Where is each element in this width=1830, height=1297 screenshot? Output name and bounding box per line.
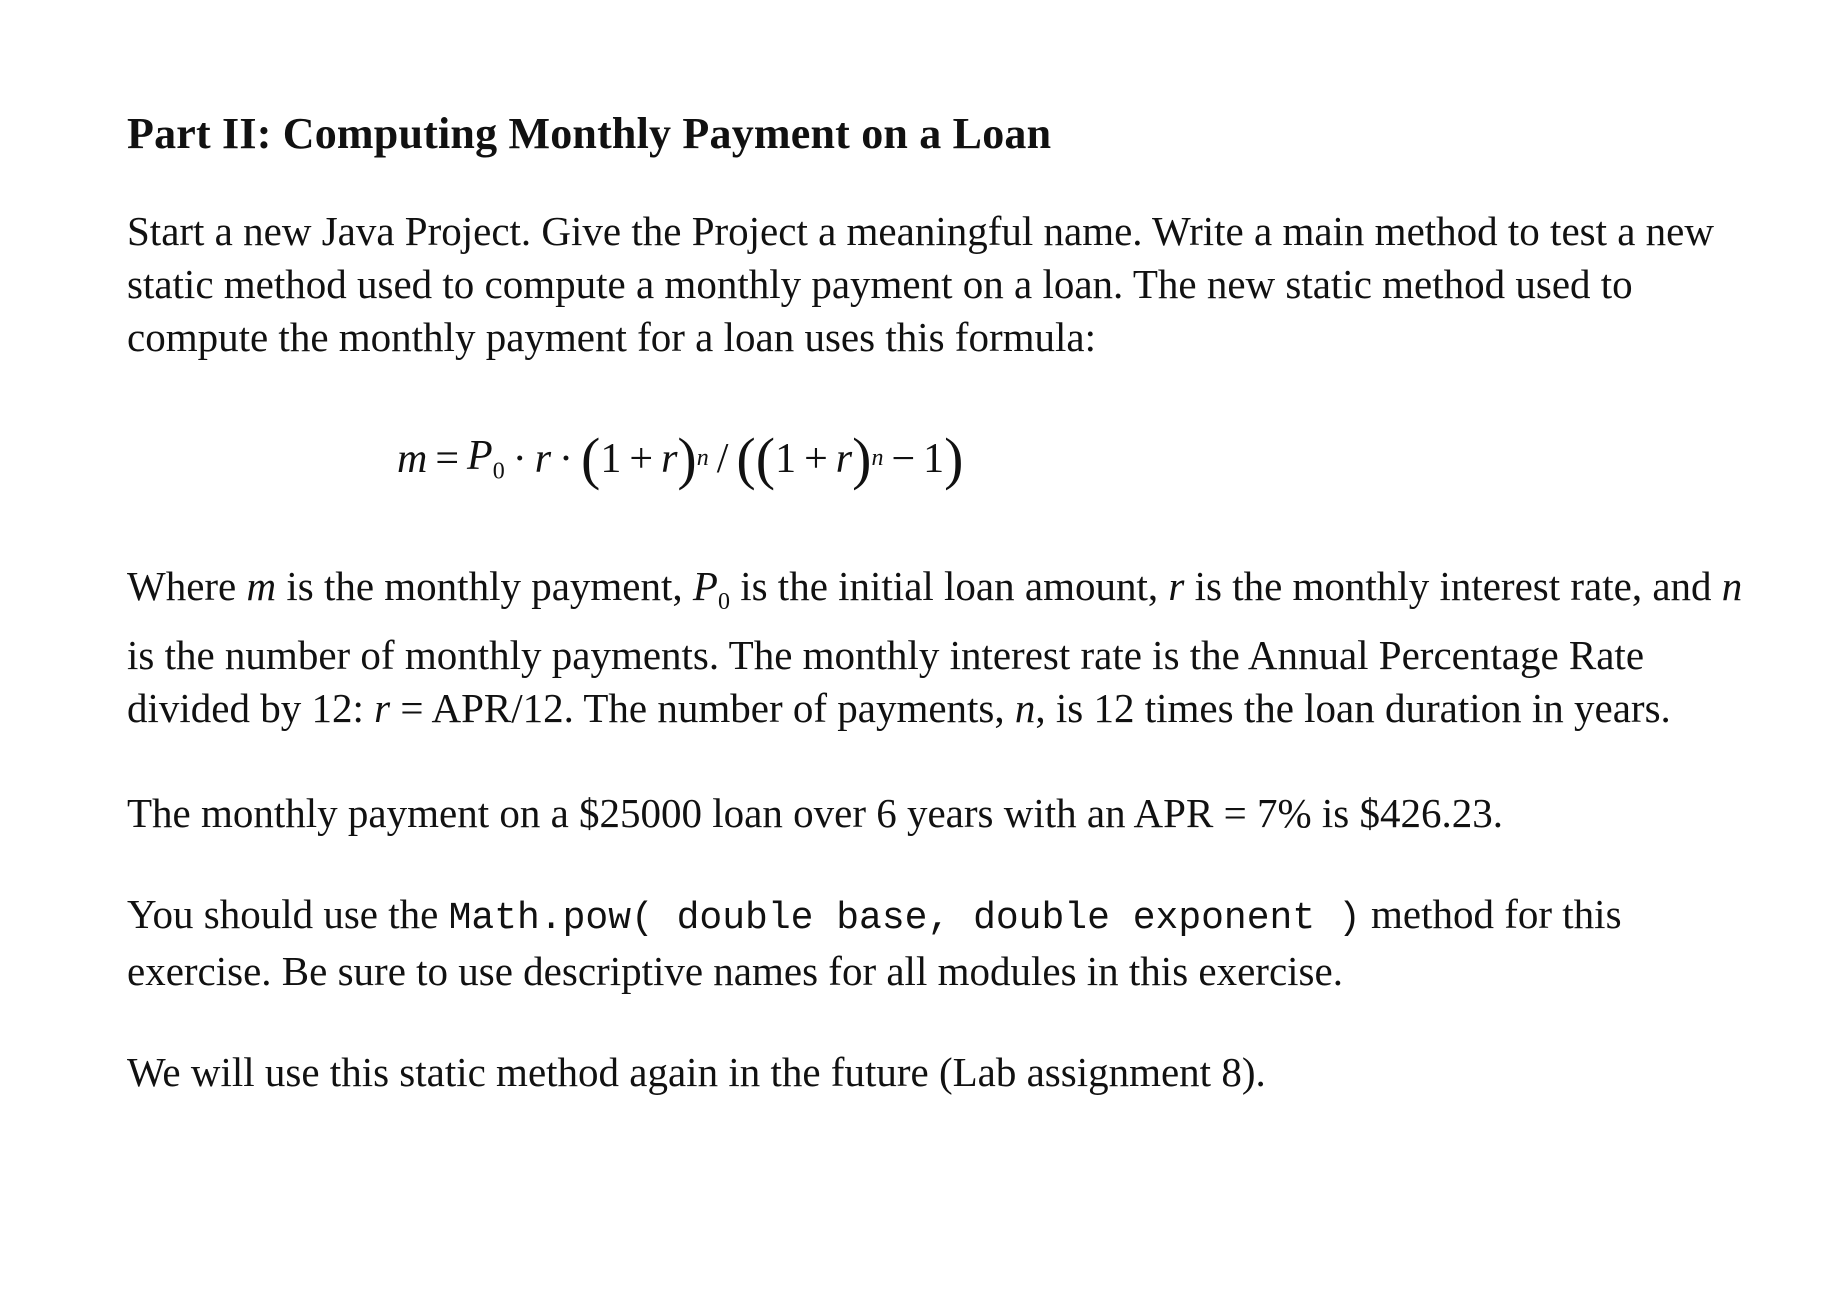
section-heading: Part II: Computing Monthly Payment on a Loan bbox=[127, 109, 1052, 158]
formula-dot-1: · bbox=[512, 435, 527, 482]
math-pow-code: Math.pow( double base, double exponent ) bbox=[448, 896, 1361, 940]
formula-r-2: r bbox=[661, 435, 678, 482]
formula-m: m bbox=[397, 435, 428, 482]
formula-slash: / bbox=[716, 435, 729, 482]
var-r: r bbox=[1168, 562, 1185, 609]
var-n-2: n bbox=[1014, 684, 1036, 731]
formula-plus-1: + bbox=[629, 435, 654, 482]
formula-one-2: 1 bbox=[775, 435, 797, 482]
var-r-2: r bbox=[374, 684, 391, 731]
formula-one-1: 1 bbox=[600, 435, 622, 482]
math-pow-paragraph: You should use the Math.pow( double base, double exponent ) method for this exercise. Be sure to use descriptive names for all modules in this exercise. bbox=[127, 890, 1622, 994]
formula-exponent-n-1: n bbox=[696, 445, 709, 472]
formula-minus: − bbox=[891, 435, 916, 482]
formula-paren-close-3: ) bbox=[944, 425, 964, 491]
formula-equals: = bbox=[435, 435, 460, 482]
formula-p: $P_0$ bbox=[467, 433, 505, 485]
formula-exponent-n-2: n bbox=[871, 445, 884, 472]
formula-r: r bbox=[534, 435, 552, 482]
formula-plus-2: + bbox=[804, 435, 828, 482]
future-use-paragraph: We will use this static method again in the future (Lab assignment 8). bbox=[127, 1048, 1266, 1095]
formula-paren-open-1: ( bbox=[581, 425, 601, 491]
document-page bbox=[127, 108, 1757, 1099]
formula-r-3: r bbox=[835, 435, 853, 482]
formula-p-subscript: 0 bbox=[492, 458, 505, 485]
formula-one-3: 1 bbox=[923, 435, 945, 482]
var-n: n bbox=[1721, 562, 1743, 609]
var-m: m bbox=[246, 562, 277, 609]
formula-dot-2: · bbox=[559, 435, 574, 482]
intro-paragraph: Start a new Java Project. Give the Project a meaningful name. Write a main method to test a new static method used to compute a monthly payment on a loan. The new static method used to compute the monthly payment for a loan uses this formula: bbox=[127, 207, 1714, 360]
payment-formula bbox=[397, 414, 1757, 504]
formula-paren-close-2: ) bbox=[852, 425, 872, 491]
formula-paren-close-1: ) bbox=[677, 425, 697, 491]
variables-paragraph: Where m is the monthly payment, $P_0$ is the initial loan amount, r is the monthly interest rate, and n is the number of monthly payments. The monthly interest rate is the Annual Percentage Rate divided by 12: r = APR/12. The number of payments, n, is 12 times the loan duration in years. bbox=[127, 562, 1743, 731]
example-paragraph: The monthly payment on a $25000 loan over 6 years with an APR = 7% is $426.23. bbox=[127, 789, 1503, 836]
var-p0: $P_0$ bbox=[692, 562, 730, 615]
formula-paren-open-2: (( bbox=[736, 425, 776, 491]
